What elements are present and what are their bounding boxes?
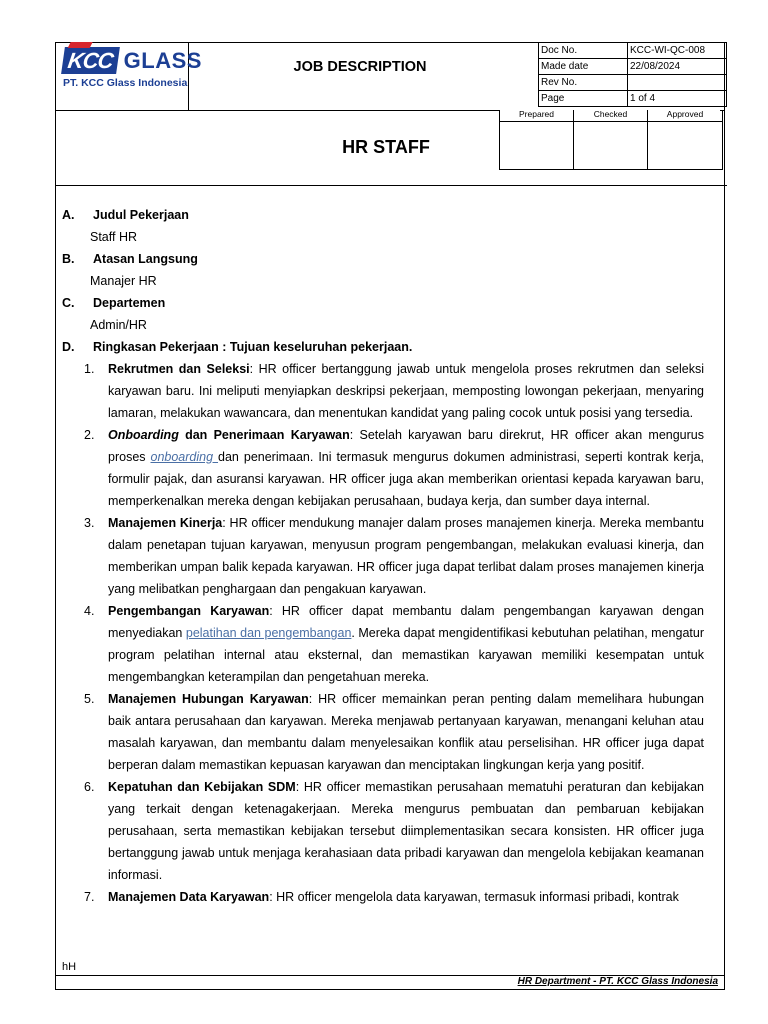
section-letter: D. bbox=[62, 340, 75, 354]
meta-value: KCC-WI-QC-008 bbox=[628, 43, 727, 59]
section-letter: A. bbox=[62, 208, 75, 222]
item-text: : HR officer memainkan peran penting dalam memelihara hubungan baik antara perusahaan dan karyawan. Mereka menjawab pertanyaan karyawan, menangani keluhan atau masalah karyawan, dan membantu dalam menyelesaikan konflik atau perselisihan. HR officer juga dapat berperan dalam memastikan kepuasan karyawan dan menciptakan lingkungan kerja yang positif. bbox=[108, 692, 704, 772]
meta-row bbox=[539, 91, 727, 107]
section-heading-d bbox=[62, 336, 704, 358]
header-divider bbox=[55, 110, 499, 111]
section-heading-c bbox=[62, 292, 704, 314]
company-logo bbox=[63, 47, 202, 89]
list-number: 5. bbox=[84, 692, 95, 706]
list-number: 3. bbox=[84, 516, 95, 530]
list-item bbox=[62, 688, 704, 776]
duties-list bbox=[62, 358, 704, 908]
section-value: Manajer HR bbox=[90, 274, 157, 288]
list-item bbox=[62, 512, 704, 600]
meta-value: 22/08/2024 bbox=[628, 59, 727, 75]
item-text-cont: dan penerimaan. Ini termasuk mengurus dokumen administrasi, seperti kontrak kerja, formulir pajak, dan asuransi karyawan. HR officer juga akan memberikan orientasi kepada karyawan baru, memperkenalkan mereka dengan kebijakan perusahaan, budaya kerja, dan sumber daya internal. bbox=[108, 450, 704, 508]
footer-department: HR Department - PT. KCC Glass Indonesia bbox=[517, 976, 718, 987]
meta-row bbox=[539, 43, 727, 59]
onboarding-link[interactable]: onboarding bbox=[150, 450, 219, 464]
item-title: Rekrutmen dan Seleksi bbox=[108, 362, 250, 376]
section-heading-a bbox=[62, 204, 704, 226]
section-heading-b bbox=[62, 248, 704, 270]
list-number: 4. bbox=[84, 604, 95, 618]
section-letter: B. bbox=[62, 252, 75, 266]
section-title: Atasan Langsung bbox=[93, 252, 198, 266]
item-title-rest: dan Penerimaan Karyawan bbox=[178, 428, 350, 442]
title-divider bbox=[55, 185, 727, 186]
section-title: Departemen bbox=[93, 296, 166, 310]
item-text: : HR officer memastikan perusahaan mematuhi peraturan dan kebijakan yang terkait dengan ketenagakerjaan. Mereka mengurus pembuatan dan pembaruan kebijakan perusahaan, serta memastikan kebijakan tersebut diimplementasikan secara konsisten. HR officer juga bertanggung jawab untuk menjaga kerahasiaan data pribadi karyawan dan mengelola kebijakan keamanan informasi. bbox=[108, 780, 704, 882]
kcc-logo-mark: KCC bbox=[61, 47, 119, 74]
meta-row bbox=[539, 75, 727, 91]
item-title: Manajemen Hubungan Karyawan bbox=[108, 692, 309, 706]
item-title: Pengembangan Karyawan bbox=[108, 604, 270, 618]
footer-left-text: hH bbox=[62, 961, 77, 973]
meta-key: Made date bbox=[539, 59, 628, 75]
logo-glass-text: GLASS bbox=[123, 47, 202, 73]
list-item bbox=[62, 424, 704, 512]
approval-checked-label: Checked bbox=[574, 110, 648, 122]
list-number: 6. bbox=[84, 780, 95, 794]
section-title: Judul Pekerjaan bbox=[93, 208, 189, 222]
position-title: HR STAFF bbox=[342, 137, 430, 157]
item-text: : HR officer bertanggung jawab untuk mengelola proses rekrutmen dan seleksi karyawan baru. Ini meliputi menyiapkan deskripsi pekerjaan, memposting lowongan pekerjaan, menyaring lamaran, melakukan wawancara, dan menentukan kandidat yang paling cocok untuk posisi yang tersedia. bbox=[108, 362, 704, 420]
item-title: Kepatuhan dan Kebijakan SDM bbox=[108, 780, 296, 794]
list-number: 1. bbox=[84, 362, 95, 376]
item-title-italic: Onboarding bbox=[108, 428, 179, 442]
meta-value: 1 of 4 bbox=[628, 91, 727, 107]
section-title: Ringkasan Pekerjaan : Tujuan keseluruhan pekerjaan. bbox=[93, 340, 413, 354]
item-title: Manajemen Kinerja bbox=[108, 516, 223, 530]
list-item bbox=[62, 886, 704, 908]
item-text: : Setelah karyawan baru direkrut, HR officer akan mengurus proses bbox=[108, 428, 704, 464]
meta-key: Page bbox=[539, 91, 628, 107]
document-type-title: JOB DESCRIPTION bbox=[293, 59, 427, 75]
approval-prepared-label: Prepared bbox=[500, 110, 574, 122]
list-item bbox=[62, 776, 704, 886]
list-item bbox=[62, 358, 704, 424]
section-letter: C. bbox=[62, 296, 75, 310]
item-text: : HR officer dapat membantu dalam pengembangan karyawan dengan menyediakan bbox=[108, 604, 704, 640]
document-body bbox=[62, 204, 704, 908]
item-text: : HR officer mendukung manajer dalam proses manajemen kinerja. Mereka membantu dalam penetapan tujuan karyawan, menyusun program pengembangan, melakukan evaluasi kinerja, dan memberikan umpan balik kepada karyawan. HR officer juga dapat terlibat dalam proses manajemen kinerja yang melibatkan penghargaan dan pengakuan karyawan. bbox=[108, 516, 704, 596]
section-value: Staff HR bbox=[90, 230, 138, 244]
list-item bbox=[62, 600, 704, 688]
document-meta-table bbox=[538, 42, 727, 107]
list-number: 2. bbox=[84, 428, 95, 442]
list-number: 7. bbox=[84, 890, 95, 904]
item-text-cont: . Mereka dapat mengidentifikasi kebutuhan pelatihan, mengatur program pelatihan internal atau eksternal, dan memastikan karyawan memiliki kesempatan untuk mengembangkan keterampilan dan pengetahuan mereka. bbox=[108, 626, 704, 684]
section-value: Admin/HR bbox=[90, 318, 147, 332]
item-title bbox=[108, 428, 350, 442]
company-name: PT. KCC Glass Indonesia bbox=[63, 77, 188, 89]
meta-key: Rev No. bbox=[539, 75, 628, 91]
item-text: : HR officer mengelola data karyawan, termasuk informasi pribadi, kontrak bbox=[269, 890, 679, 904]
meta-key: Doc No. bbox=[539, 43, 628, 59]
item-title: Manajemen Data Karyawan bbox=[108, 890, 270, 904]
approval-approved-label: Approved bbox=[648, 110, 723, 122]
training-link[interactable]: pelatihan dan pengembangan bbox=[185, 626, 352, 640]
meta-row bbox=[539, 59, 727, 75]
meta-value bbox=[628, 75, 727, 91]
